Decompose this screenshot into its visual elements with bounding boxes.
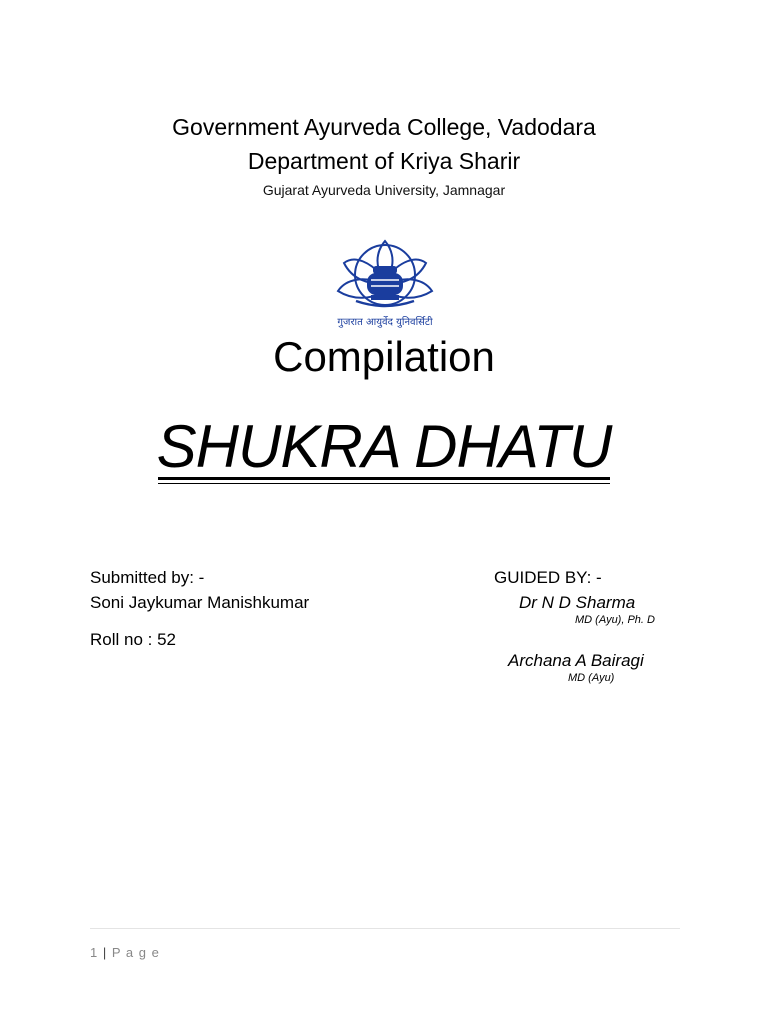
title-underline-thin <box>158 483 610 484</box>
guide-qualification: MD (Ayu), Ph. D <box>575 614 655 626</box>
title-underline <box>158 477 610 480</box>
university-emblem-icon <box>326 233 444 333</box>
guide-name: Dr N D Sharma <box>519 593 636 612</box>
page-footer <box>90 945 160 961</box>
page-number: 1 <box>90 945 99 960</box>
guide-name: Archana A Bairagi <box>508 651 644 670</box>
department-name: Department of Kriya Sharir <box>247 148 521 174</box>
student-name: Soni Jaykumar Manishkumar <box>90 593 310 612</box>
university-name: Gujarat Ayurveda University, Jamnagar <box>262 182 506 198</box>
college-name: Government Ayurveda College, Vadodara <box>172 114 596 140</box>
page-separator: | <box>102 945 108 960</box>
footer-divider <box>90 928 680 929</box>
emblem-caption: गुजरात आयुर्वेद युनिवर्सिटी <box>337 317 433 328</box>
roll-number: Roll no : 52 <box>90 630 176 649</box>
submitted-by-label: Submitted by: - <box>90 568 205 587</box>
page-label: P a g e <box>111 945 160 960</box>
guided-by-label: GUIDED BY: - <box>494 568 602 587</box>
compilation-heading: Compilation <box>273 333 495 380</box>
document-title: SHUKRA DHATU <box>156 413 612 480</box>
guide-qualification: MD (Ayu) <box>568 672 615 684</box>
